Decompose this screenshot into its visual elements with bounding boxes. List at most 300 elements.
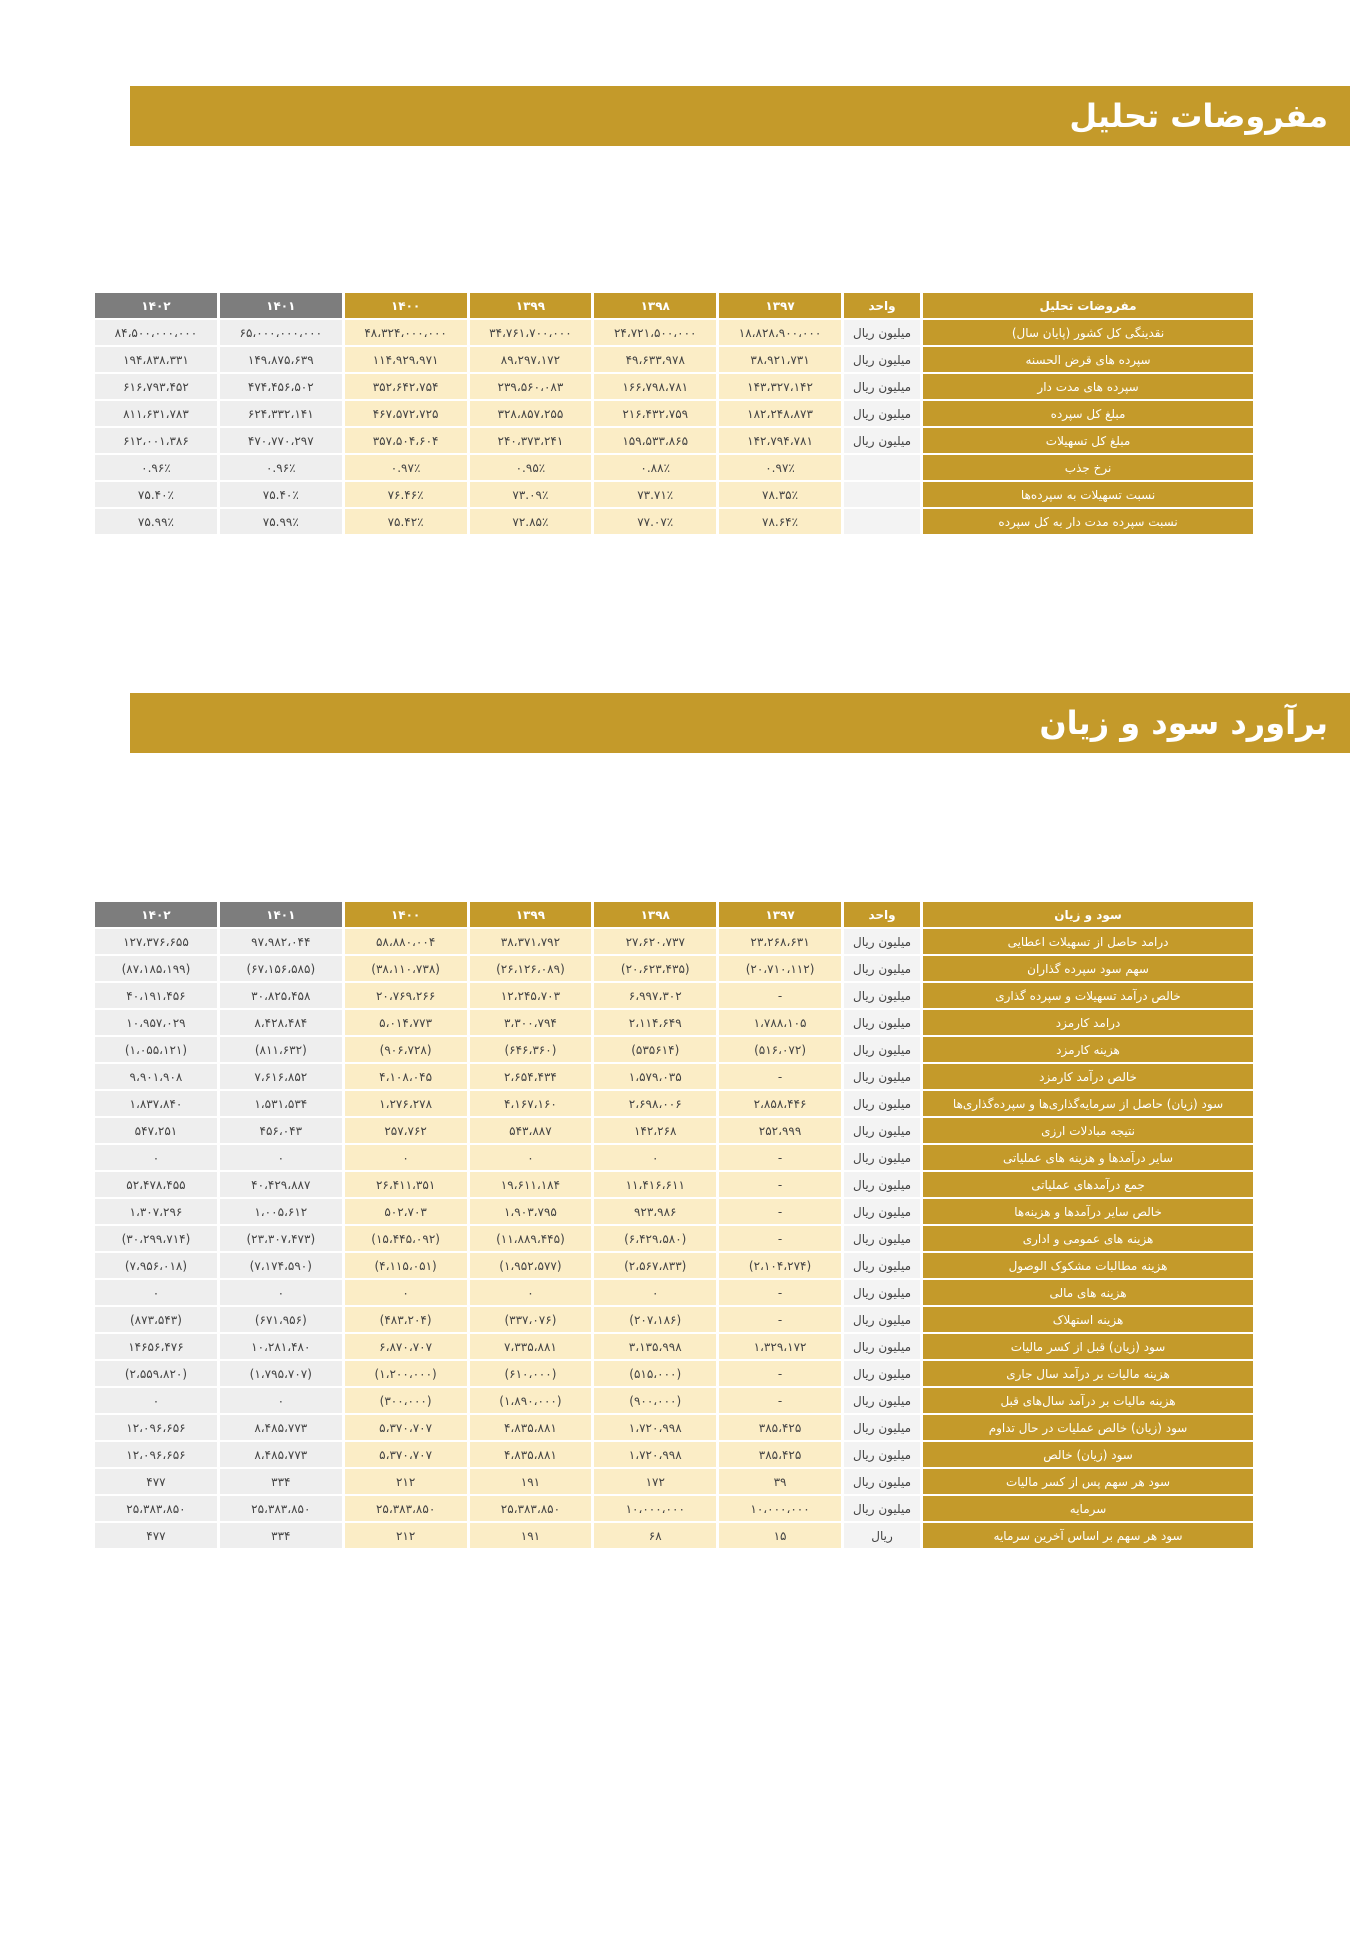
value-cell: (۲۰،۷۱۰،۱۱۲) [719,956,841,981]
value-cell: ۲۱۶،۴۳۲،۷۵۹ [594,401,716,426]
row-unit: میلیون ریال [844,1172,920,1197]
value-cell: ۷۸.۳۵٪ [719,482,841,507]
row-unit: میلیون ریال [844,1037,920,1062]
row-unit: میلیون ریال [844,1469,920,1494]
value-cell: ۸۴،۵۰۰،۰۰۰،۰۰۰ [95,320,217,345]
value-cell: (۱،۸۹۰،۰۰۰) [470,1388,592,1413]
value-cell: ۵۴۷،۲۵۱ [95,1118,217,1143]
value-cell: ۱۹۱ [470,1469,592,1494]
value-cell: ۱،۵۳۱،۵۳۴ [220,1091,342,1116]
value-cell: (۲۰،۶۲۳،۴۳۵) [594,956,716,981]
table-row [95,374,1253,399]
value-cell: ۳۰،۸۲۵،۴۵۸ [220,983,342,1008]
value-cell: ۰ [220,1388,342,1413]
value-cell: ۴۸،۳۲۴،۰۰۰،۰۰۰ [345,320,467,345]
value-cell: ۱۲،۲۴۵،۷۰۳ [470,983,592,1008]
value-cell: ۰.۹۷٪ [719,455,841,480]
value-cell: (۸۱۱،۶۳۲) [220,1037,342,1062]
row-label: سپرده های قرض الحسنه [923,347,1253,372]
value-cell: ۰.۹۶٪ [95,455,217,480]
value-cell: ۰ [345,1145,467,1170]
table-row [95,1469,1253,1494]
row-unit: میلیون ریال [844,428,920,453]
assumptions-banner [130,86,1350,146]
row-unit: میلیون ریال [844,374,920,399]
value-cell: ۰ [594,1280,716,1305]
value-cell: (۱،۲۰۰،۰۰۰) [345,1361,467,1386]
value-cell: ۲۱۲ [345,1523,467,1548]
table-row [95,320,1253,345]
value-cell: ۱۸۲،۲۴۸،۸۷۳ [719,401,841,426]
value-cell: (۲۰۷،۱۸۶) [594,1307,716,1332]
value-cell: ۳۵۲،۶۴۲،۷۵۴ [345,374,467,399]
row-unit: میلیون ریال [844,1307,920,1332]
value-cell: - [719,1172,841,1197]
value-cell: (۱۱،۸۸۹،۴۴۵) [470,1226,592,1251]
value-cell: ۸۱۱،۶۳۱،۷۸۳ [95,401,217,426]
value-cell: ۴۰،۱۹۱،۴۵۶ [95,983,217,1008]
value-cell: ۴۷۷ [95,1469,217,1494]
value-cell: ۳۸۵،۴۲۵ [719,1442,841,1467]
header-year: ۱۴۰۰ [345,902,467,927]
header-row [95,293,1253,318]
value-cell: ۵۲،۴۷۸،۴۵۵ [95,1172,217,1197]
value-cell: ۲،۸۵۸،۴۴۶ [719,1091,841,1116]
profit-loss-title: برآورد سود و زیان [1039,704,1328,742]
value-cell: ۷۸.۶۴٪ [719,509,841,534]
row-unit [844,509,920,534]
value-cell: (۶۱۰،۰۰۰) [470,1361,592,1386]
value-cell: ۰ [594,1145,716,1170]
table-row [95,1388,1253,1413]
value-cell: ۴،۱۰۸،۰۴۵ [345,1064,467,1089]
value-cell: ۱۲۷،۳۷۶،۶۵۵ [95,929,217,954]
value-cell: ۳۸۵،۴۲۵ [719,1415,841,1440]
value-cell: - [719,1361,841,1386]
table-row [95,956,1253,981]
row-label: نرخ جذب [923,455,1253,480]
row-label: جمع درآمدهای عملیاتی [923,1172,1253,1197]
value-cell: ۵۸،۸۸۰،۰۰۴ [345,929,467,954]
table-row [95,1172,1253,1197]
value-cell: ۱،۷۸۸،۱۰۵ [719,1010,841,1035]
value-cell: ۳۳۴ [220,1523,342,1548]
value-cell: (۱،۷۹۵،۷۰۷) [220,1361,342,1386]
value-cell: ۱،۹۰۳،۷۹۵ [470,1199,592,1224]
value-cell: ۱۱۴،۹۲۹،۹۷۱ [345,347,467,372]
value-cell: ۴۰،۴۲۹،۸۸۷ [220,1172,342,1197]
value-cell: ۲،۶۹۸،۰۰۶ [594,1091,716,1116]
value-cell: ۱۴۶۵۶،۴۷۶ [95,1334,217,1359]
value-cell: ۷۵.۴۲٪ [345,509,467,534]
value-cell: ۰.۹۷٪ [345,455,467,480]
row-unit: میلیون ریال [844,1415,920,1440]
value-cell: - [719,1145,841,1170]
value-cell: ۱۴۲،۲۶۸ [594,1118,716,1143]
row-unit [844,455,920,480]
header-unit: واحد [844,902,920,927]
row-unit: میلیون ریال [844,1496,920,1521]
row-unit: میلیون ریال [844,1145,920,1170]
table-row [95,401,1253,426]
row-unit: میلیون ریال [844,1118,920,1143]
value-cell: ۰ [220,1145,342,1170]
value-cell: ۷۳.۰۹٪ [470,482,592,507]
row-label: هزینه های مالی [923,1280,1253,1305]
profit-loss-table [92,900,1256,1550]
value-cell: ۱۴۹،۸۷۵،۶۳۹ [220,347,342,372]
value-cell: ۴۹،۶۳۳،۹۷۸ [594,347,716,372]
value-cell: ۲۳۹،۵۶۰،۰۸۳ [470,374,592,399]
table-row [95,1118,1253,1143]
row-unit: میلیون ریال [844,1361,920,1386]
value-cell: ۶۱۲،۰۰۱،۳۸۶ [95,428,217,453]
value-cell: ۰ [95,1280,217,1305]
value-cell: ۵،۳۷۰،۷۰۷ [345,1442,467,1467]
value-cell: (۱،۹۵۲،۵۷۷) [470,1253,592,1278]
value-cell: ۱،۳۰۷،۲۹۶ [95,1199,217,1224]
row-unit: میلیون ریال [844,1334,920,1359]
value-cell: (۸۷،۱۸۵،۱۹۹) [95,956,217,981]
table-row [95,1334,1253,1359]
row-label: سود هر سهم پس از کسر مالیات [923,1469,1253,1494]
value-cell: (۳۸،۱۱۰،۷۳۸) [345,956,467,981]
value-cell: ۳۴،۷۶۱،۷۰۰،۰۰۰ [470,320,592,345]
row-label: نسبت تسهیلات به سپرده‌ها [923,482,1253,507]
value-cell: - [719,1388,841,1413]
value-cell: ۳۸،۳۷۱،۷۹۲ [470,929,592,954]
row-unit: میلیون ریال [844,1199,920,1224]
header-year: ۱۳۹۹ [470,293,592,318]
table-row [95,509,1253,534]
row-label: هزینه استهلاک [923,1307,1253,1332]
value-cell: ۴،۱۶۷،۱۶۰ [470,1091,592,1116]
value-cell: ۹۲۳،۹۸۶ [594,1199,716,1224]
value-cell: - [719,1280,841,1305]
value-cell: (۹۰۰،۰۰۰) [594,1388,716,1413]
value-cell: (۲۶،۱۲۶،۰۸۹) [470,956,592,981]
row-unit: میلیون ریال [844,1091,920,1116]
table-row [95,1253,1253,1278]
value-cell: ۴۷۰،۷۷۰،۲۹۷ [220,428,342,453]
row-label: هزینه مطالبات مشکوک الوصول [923,1253,1253,1278]
row-unit: ریال [844,1523,920,1548]
value-cell: ۵،۰۱۴،۷۷۳ [345,1010,467,1035]
value-cell: ۱۵ [719,1523,841,1548]
value-cell: ۳،۳۰۰،۷۹۴ [470,1010,592,1035]
value-cell: ۲۴،۷۲۱،۵۰۰،۰۰۰ [594,320,716,345]
assumptions-title: مفروضات تحلیل [1069,97,1328,135]
row-unit: میلیون ریال [844,956,920,981]
value-cell: (۴،۱۱۵،۰۵۱) [345,1253,467,1278]
row-label: درامد کارمزد [923,1010,1253,1035]
table-row [95,1361,1253,1386]
header-year: ۱۳۹۷ [719,902,841,927]
value-cell: (۷،۹۵۶،۰۱۸) [95,1253,217,1278]
row-label: سایر درآمدها و هزینه های عملیاتی [923,1145,1253,1170]
header-unit: واحد [844,293,920,318]
row-label: سود (زیان) خالص عملیات در حال تداوم [923,1415,1253,1440]
value-cell: (۴۸۳،۲۰۴) [345,1307,467,1332]
value-cell: ۱۵۹،۵۳۳،۸۶۵ [594,428,716,453]
value-cell: ۶۲۴،۳۳۲،۱۴۱ [220,401,342,426]
value-cell: (۶۷۱،۹۵۶) [220,1307,342,1332]
value-cell: ۳۵۷،۵۰۴،۶۰۴ [345,428,467,453]
value-cell: ۲۰،۷۶۹،۲۶۶ [345,983,467,1008]
table-row [95,1145,1253,1170]
value-cell: ۴۵۶،۰۴۳ [220,1118,342,1143]
value-cell: ۸۹،۲۹۷،۱۷۲ [470,347,592,372]
value-cell: ۵۴۳،۸۸۷ [470,1118,592,1143]
row-label: خالص درآمد تسهیلات و سپرده گذاری [923,983,1253,1008]
header-year: ۱۴۰۱ [220,293,342,318]
header-year: ۱۳۹۹ [470,902,592,927]
value-cell: - [719,1064,841,1089]
value-cell: ۱۰،۰۰۰،۰۰۰ [594,1496,716,1521]
table-row [95,1415,1253,1440]
row-unit: میلیون ریال [844,320,920,345]
value-cell: ۲۵۲،۹۹۹ [719,1118,841,1143]
value-cell: - [719,1199,841,1224]
value-cell: ۲۷،۶۲۰،۷۳۷ [594,929,716,954]
value-cell: (۲۳،۳۰۷،۴۷۳) [220,1226,342,1251]
value-cell: ۲۵،۳۸۳،۸۵۰ [470,1496,592,1521]
header-label: سود و زیان [923,902,1253,927]
row-label: مبلغ کل تسهیلات [923,428,1253,453]
value-cell: ۵،۳۷۰،۷۰۷ [345,1415,467,1440]
value-cell: ۱۶۶،۷۹۸،۷۸۱ [594,374,716,399]
row-unit: میلیون ریال [844,983,920,1008]
row-label: سود هر سهم بر اساس آخرین سرمایه [923,1523,1253,1548]
row-label: سرمایه [923,1496,1253,1521]
row-unit: میلیون ریال [844,1226,920,1251]
value-cell: (۵۳۵۶۱۴) [594,1037,716,1062]
value-cell: ۲۵،۳۸۳،۸۵۰ [345,1496,467,1521]
value-cell: ۰.۹۵٪ [470,455,592,480]
value-cell: ۳۹ [719,1469,841,1494]
row-label: خالص درآمد کارمزد [923,1064,1253,1089]
value-cell: ۱،۳۲۹،۱۷۲ [719,1334,841,1359]
value-cell: ۱۴۳،۳۲۷،۱۴۲ [719,374,841,399]
value-cell: ۰ [470,1280,592,1305]
value-cell: ۷۵.۴۰٪ [220,482,342,507]
value-cell: ۱۲،۰۹۶،۶۵۶ [95,1415,217,1440]
table-row [95,1064,1253,1089]
row-unit: میلیون ریال [844,1010,920,1035]
table-row [95,1010,1253,1035]
row-label: هزینه کارمزد [923,1037,1253,1062]
value-cell: (۱۵،۴۴۵،۰۹۲) [345,1226,467,1251]
value-cell: - [719,1307,841,1332]
value-cell: ۷۷.۰۷٪ [594,509,716,534]
value-cell: ۲،۶۵۴،۴۳۴ [470,1064,592,1089]
value-cell: ۷۵.۹۹٪ [95,509,217,534]
row-label: نقدینگی کل کشور (پایان سال) [923,320,1253,345]
row-unit: میلیون ریال [844,1388,920,1413]
value-cell: ۳۳۴ [220,1469,342,1494]
value-cell: ۲۵۷،۷۶۲ [345,1118,467,1143]
value-cell: ۱۰،۰۰۰،۰۰۰ [719,1496,841,1521]
row-label: خالص سایر درآمدها و هزینه‌ها [923,1199,1253,1224]
value-cell: ۴۷۷ [95,1523,217,1548]
header-year: ۱۴۰۱ [220,902,342,927]
table-row [95,929,1253,954]
table-row [95,1307,1253,1332]
value-cell: - [719,1226,841,1251]
value-cell: (۸۷۳،۵۴۳) [95,1307,217,1332]
value-cell: ۱۰،۲۸۱،۴۸۰ [220,1334,342,1359]
header-year: ۱۴۰۰ [345,293,467,318]
value-cell: ۶۵،۰۰۰،۰۰۰،۰۰۰ [220,320,342,345]
row-unit: میلیون ریال [844,1442,920,1467]
value-cell: ۱۱،۴۱۶،۶۱۱ [594,1172,716,1197]
value-cell: ۳۲۸،۸۵۷،۲۵۵ [470,401,592,426]
value-cell: (۲،۵۶۷،۸۳۳) [594,1253,716,1278]
value-cell: (۶،۴۲۹،۵۸۰) [594,1226,716,1251]
value-cell: ۴۶۷،۵۷۲،۷۲۵ [345,401,467,426]
header-year: ۱۳۹۸ [594,902,716,927]
table-row [95,1496,1253,1521]
value-cell: ۱۴۲،۷۹۴،۷۸۱ [719,428,841,453]
value-cell: ۸،۴۲۸،۴۸۴ [220,1010,342,1035]
row-label: سود (زیان) خالص [923,1442,1253,1467]
table-row [95,983,1253,1008]
value-cell: ۰ [95,1145,217,1170]
assumptions-table [92,291,1256,536]
value-cell: ۲،۱۱۴،۶۴۹ [594,1010,716,1035]
value-cell: ۱،۵۷۹،۰۳۵ [594,1064,716,1089]
table-row [95,1280,1253,1305]
value-cell: ۷۳.۷۱٪ [594,482,716,507]
value-cell: ۷۶.۴۶٪ [345,482,467,507]
row-label: سهم سود سپرده گذاران [923,956,1253,981]
table-row [95,455,1253,480]
value-cell: ۶۱۶،۷۹۳،۴۵۲ [95,374,217,399]
value-cell: ۴،۸۳۵،۸۸۱ [470,1415,592,1440]
profit-loss-banner [130,693,1350,753]
value-cell: (۶۴۶،۳۶۰) [470,1037,592,1062]
value-cell: (۹۰۶،۷۲۸) [345,1037,467,1062]
row-label: مبلغ کل سپرده [923,401,1253,426]
value-cell: ۲۶،۴۱۱،۳۵۱ [345,1172,467,1197]
value-cell: ۰.۸۸٪ [594,455,716,480]
row-label: نسبت سپرده مدت دار به کل سپرده [923,509,1253,534]
value-cell: (۳۳۷،۰۷۶) [470,1307,592,1332]
row-label: سود (زیان) حاصل از سرمایه‌گذاری‌ها و سپرده‌گذاری‌ها [923,1091,1253,1116]
header-year: ۱۳۹۷ [719,293,841,318]
row-label: سپرده های مدت دار [923,374,1253,399]
value-cell: ۱۹،۶۱۱،۱۸۴ [470,1172,592,1197]
value-cell: ۵۰۲،۷۰۳ [345,1199,467,1224]
value-cell: (۳۰،۲۹۹،۷۱۴) [95,1226,217,1251]
value-cell: ۷،۳۳۵،۸۸۱ [470,1334,592,1359]
value-cell: ۱۰،۹۵۷،۰۲۹ [95,1010,217,1035]
value-cell: (۲،۱۰۴،۲۷۴) [719,1253,841,1278]
value-cell: (۵۱۵،۰۰۰) [594,1361,716,1386]
value-cell: ۹۷،۹۸۲،۰۴۴ [220,929,342,954]
value-cell: ۰ [95,1388,217,1413]
row-unit: میلیون ریال [844,347,920,372]
header-row [95,902,1253,927]
header-year: ۱۴۰۲ [95,902,217,927]
value-cell: ۱۲،۰۹۶،۶۵۶ [95,1442,217,1467]
row-label: سود (زیان) قبل از کسر مالیات [923,1334,1253,1359]
value-cell: ۳،۱۳۵،۹۹۸ [594,1334,716,1359]
table-row [95,347,1253,372]
value-cell: (۶۷،۱۵۶،۵۸۵) [220,956,342,981]
value-cell: ۶۸ [594,1523,716,1548]
value-cell: ۷،۶۱۶،۸۵۲ [220,1064,342,1089]
header-year: ۱۴۰۲ [95,293,217,318]
value-cell: ۱۹۴،۸۳۸،۳۳۱ [95,347,217,372]
value-cell: ۰ [220,1280,342,1305]
table-row [95,428,1253,453]
row-unit: میلیون ریال [844,1253,920,1278]
value-cell: (۵۱۶،۰۷۲) [719,1037,841,1062]
table-row [95,482,1253,507]
table-row [95,1442,1253,1467]
table-row [95,1037,1253,1062]
row-unit [844,482,920,507]
row-label: هزینه مالیات بر درآمد سال جاری [923,1361,1253,1386]
table-row [95,1226,1253,1251]
value-cell: ۱،۰۰۵،۶۱۲ [220,1199,342,1224]
value-cell: ۶،۹۹۷،۳۰۲ [594,983,716,1008]
value-cell: ۱،۲۷۶،۲۷۸ [345,1091,467,1116]
value-cell: ۳۸،۹۲۱،۷۳۱ [719,347,841,372]
value-cell: ۱۹۱ [470,1523,592,1548]
row-label: هزینه های عمومی و اداری [923,1226,1253,1251]
value-cell: ۰ [345,1280,467,1305]
row-unit: میلیون ریال [844,401,920,426]
value-cell: ۹،۹۰۱،۹۰۸ [95,1064,217,1089]
value-cell: ۱،۷۲۰،۹۹۸ [594,1415,716,1440]
value-cell: ۲۱۲ [345,1469,467,1494]
row-label: نتیجه مبادلات ارزی [923,1118,1253,1143]
value-cell: ۷۵.۹۹٪ [220,509,342,534]
value-cell: ۰ [470,1145,592,1170]
value-cell: (۷،۱۷۴،۵۹۰) [220,1253,342,1278]
value-cell: ۸،۴۸۵،۷۷۳ [220,1415,342,1440]
row-label: درامد حاصل از تسهیلات اعطایی [923,929,1253,954]
value-cell: ۴۷۴،۴۵۶،۵۰۲ [220,374,342,399]
value-cell: - [719,983,841,1008]
value-cell: ۲۵،۳۸۳،۸۵۰ [220,1496,342,1521]
row-unit: میلیون ریال [844,1064,920,1089]
value-cell: ۱،۸۳۷،۸۴۰ [95,1091,217,1116]
value-cell: ۲۴۰،۳۷۳،۲۴۱ [470,428,592,453]
row-unit: میلیون ریال [844,1280,920,1305]
row-unit: میلیون ریال [844,929,920,954]
value-cell: ۷۲.۸۵٪ [470,509,592,534]
value-cell: (۱،۰۵۵،۱۲۱) [95,1037,217,1062]
value-cell: ۱،۷۲۰،۹۹۸ [594,1442,716,1467]
header-label: مفروضات تحلیل [923,293,1253,318]
table-row [95,1199,1253,1224]
value-cell: ۲۳،۲۶۸،۶۳۱ [719,929,841,954]
value-cell: ۰.۹۶٪ [220,455,342,480]
table-row [95,1523,1253,1548]
value-cell: (۳۰۰،۰۰۰) [345,1388,467,1413]
value-cell: ۴،۸۳۵،۸۸۱ [470,1442,592,1467]
table-row [95,1091,1253,1116]
value-cell: ۶،۸۷۰،۷۰۷ [345,1334,467,1359]
value-cell: ۲۵،۳۸۳،۸۵۰ [95,1496,217,1521]
row-label: هزینه مالیات بر درآمد سال‌های قبل [923,1388,1253,1413]
value-cell: ۸،۴۸۵،۷۷۳ [220,1442,342,1467]
value-cell: ۷۵.۴۰٪ [95,482,217,507]
header-year: ۱۳۹۸ [594,293,716,318]
